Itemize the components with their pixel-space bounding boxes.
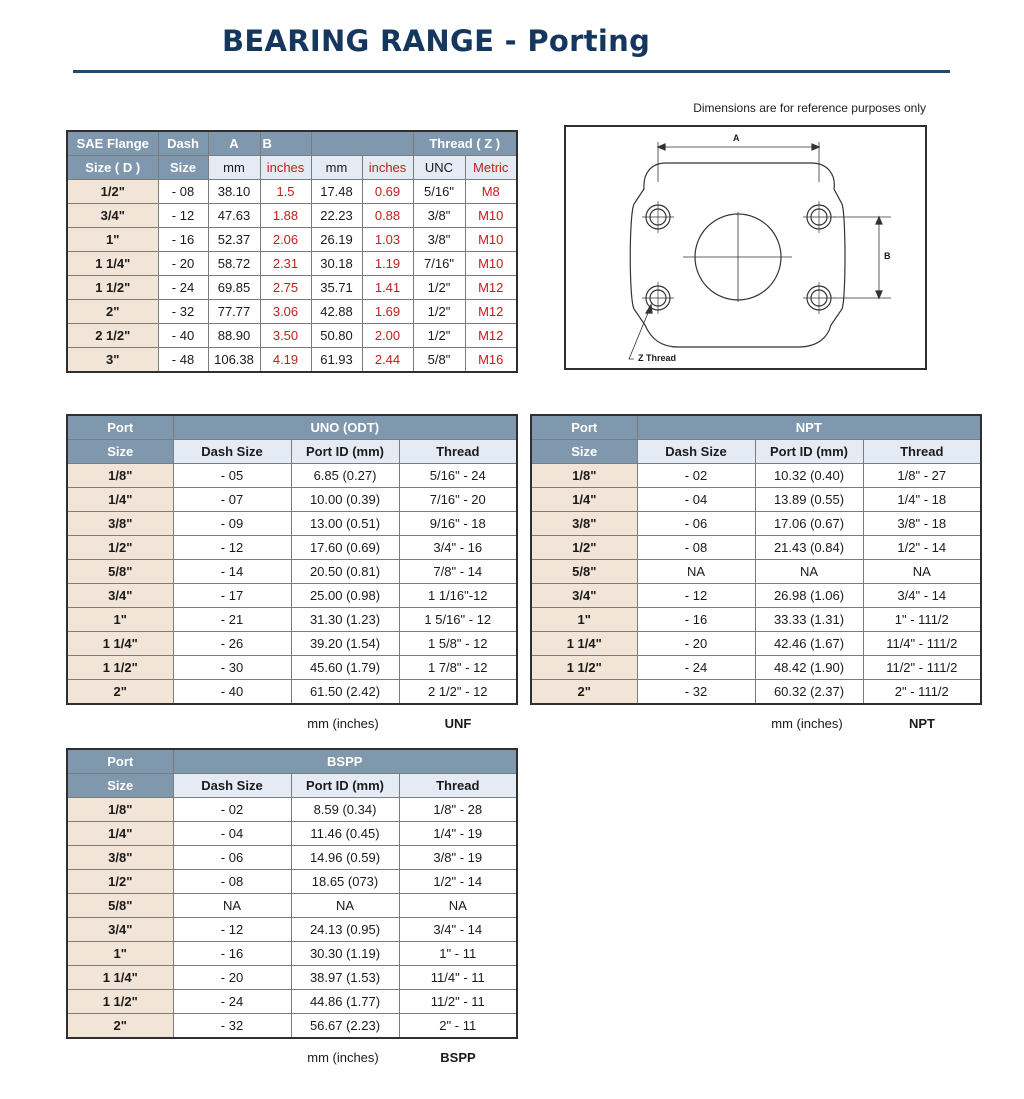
table-cell: 5/8" [413, 348, 465, 373]
table-cell: - 24 [173, 990, 291, 1014]
port-size-cell: 1 1/2" [67, 990, 173, 1014]
table-cell: 18.65 (073) [291, 870, 399, 894]
table-cell: - 16 [637, 608, 755, 632]
table-cell: 11/2" - 11 [399, 990, 517, 1014]
bspp-foot-std: BSPP [440, 1050, 476, 1065]
table-cell: 0.88 [362, 204, 413, 228]
table-cell: 8.59 (0.34) [291, 798, 399, 822]
port-size-cell: 1/2" [67, 870, 173, 894]
table-cell: 2.00 [362, 324, 413, 348]
table-cell: 1.19 [362, 252, 413, 276]
table-cell: - 24 [158, 276, 208, 300]
port-size-cell: 1/8" [531, 464, 637, 488]
table-row [67, 1014, 517, 1039]
table-row [67, 180, 517, 204]
table-cell: 13.00 (0.51) [291, 512, 399, 536]
table-cell: M12 [465, 324, 517, 348]
header-port: Port [67, 749, 173, 774]
flange-size-cell: 3/4" [67, 204, 158, 228]
table-cell: 1/4" - 18 [863, 488, 981, 512]
table-row [531, 584, 981, 608]
table-cell: 11/4" - 11 [399, 966, 517, 990]
header-size-d: Size ( D ) [67, 156, 158, 180]
port-size-cell: 1" [531, 608, 637, 632]
table-cell: 13.89 (0.55) [755, 488, 863, 512]
flange-size-cell: 1 1/4" [67, 252, 158, 276]
table-cell: 44.86 (1.77) [291, 990, 399, 1014]
table-cell: 52.37 [208, 228, 260, 252]
table-cell: 1 7/8" - 12 [399, 656, 517, 680]
table-cell: M12 [465, 276, 517, 300]
table-row [67, 228, 517, 252]
table-row [531, 536, 981, 560]
table-cell: 7/16" [413, 252, 465, 276]
table-row [67, 942, 517, 966]
table-cell: 17.48 [311, 180, 362, 204]
header-thread: Thread [863, 440, 981, 464]
table-cell: 48.42 (1.90) [755, 656, 863, 680]
table-row [531, 656, 981, 680]
header-a-mm: mm [208, 156, 260, 180]
table-cell: 1/8" - 28 [399, 798, 517, 822]
table-cell: 6.85 (0.27) [291, 464, 399, 488]
table-cell: 1.41 [362, 276, 413, 300]
table-cell: - 21 [173, 608, 291, 632]
table-row [67, 822, 517, 846]
table-cell: - 26 [173, 632, 291, 656]
table-cell: 10.00 (0.39) [291, 488, 399, 512]
table-cell: 10.32 (0.40) [755, 464, 863, 488]
header-dash-size: Dash Size [173, 440, 291, 464]
table-cell: 1/2" - 14 [399, 870, 517, 894]
table-cell: - 08 [637, 536, 755, 560]
table-cell: 17.06 (0.67) [755, 512, 863, 536]
table-cell: 30.30 (1.19) [291, 942, 399, 966]
table-cell: 2" - 11 [399, 1014, 517, 1039]
npt-foot-units: mm (inches) [771, 716, 843, 731]
table-row [531, 464, 981, 488]
table-cell: - 12 [173, 536, 291, 560]
bspp-table [66, 748, 518, 1039]
table-cell: 26.98 (1.06) [755, 584, 863, 608]
table-cell: 1.88 [260, 204, 311, 228]
table-cell: 38.10 [208, 180, 260, 204]
table-row [67, 324, 517, 348]
port-size-cell: 1" [67, 942, 173, 966]
uno-table [66, 414, 518, 705]
flange-size-cell: 1" [67, 228, 158, 252]
table-cell: - 20 [173, 966, 291, 990]
table-cell: 47.63 [208, 204, 260, 228]
table-cell: 7/16" - 20 [399, 488, 517, 512]
table-row [67, 348, 517, 373]
table-cell: M12 [465, 300, 517, 324]
port-size-cell: 3/8" [531, 512, 637, 536]
table-cell: - 12 [173, 918, 291, 942]
table-cell: 1.03 [362, 228, 413, 252]
header-size: Size [67, 440, 173, 464]
table-cell: 3.06 [260, 300, 311, 324]
table-cell: 38.97 (1.53) [291, 966, 399, 990]
npt-foot-std: NPT [909, 716, 935, 731]
table-cell: 31.30 (1.23) [291, 608, 399, 632]
flange-size-cell: 1 1/2" [67, 276, 158, 300]
table-cell: 1/2" - 14 [863, 536, 981, 560]
label-z-thread: Z Thread [638, 353, 677, 363]
table-cell: 39.20 (1.54) [291, 632, 399, 656]
table-cell: NA [755, 560, 863, 584]
uno-foot-std: UNF [444, 716, 472, 731]
table-row [67, 584, 517, 608]
port-size-cell: 1/4" [67, 822, 173, 846]
table-cell: - 09 [173, 512, 291, 536]
header-unc: UNC [413, 156, 465, 180]
table-cell: 1/2" [413, 324, 465, 348]
table-cell: - 12 [637, 584, 755, 608]
port-size-cell: 1/2" [531, 536, 637, 560]
table-cell: 42.46 (1.67) [755, 632, 863, 656]
table-cell: - 04 [173, 822, 291, 846]
table-cell: - 02 [173, 798, 291, 822]
header-dash-size: Dash Size [637, 440, 755, 464]
port-size-cell: 3/4" [67, 584, 173, 608]
table-row [67, 846, 517, 870]
header-metric: Metric [465, 156, 517, 180]
table-cell: 61.50 (2.42) [291, 680, 399, 705]
table-cell: 26.19 [311, 228, 362, 252]
table-cell: - 06 [173, 846, 291, 870]
port-size-cell: 3/4" [531, 584, 637, 608]
port-size-cell: 2" [531, 680, 637, 705]
table-cell: 20.50 (0.81) [291, 560, 399, 584]
table-cell: M8 [465, 180, 517, 204]
table-cell: 2.75 [260, 276, 311, 300]
table-row [67, 870, 517, 894]
header-uno: UNO (ODT) [173, 415, 517, 440]
table-cell: 7/8" - 14 [399, 560, 517, 584]
table-cell: 1/8" - 27 [863, 464, 981, 488]
table-cell: 3.50 [260, 324, 311, 348]
flange-drawing [566, 127, 929, 372]
table-cell: 106.38 [208, 348, 260, 373]
table-cell: NA [863, 560, 981, 584]
table-row [67, 680, 517, 705]
npt-table [530, 414, 982, 705]
table-row [67, 252, 517, 276]
table-cell: 3/4" - 14 [863, 584, 981, 608]
table-cell: - 14 [173, 560, 291, 584]
table-cell: 3/4" - 14 [399, 918, 517, 942]
table-cell: - 32 [158, 300, 208, 324]
table-cell: - 17 [173, 584, 291, 608]
table-cell: 56.67 (2.23) [291, 1014, 399, 1039]
table-cell: 1.5 [260, 180, 311, 204]
table-cell: 4.19 [260, 348, 311, 373]
table-cell: - 12 [158, 204, 208, 228]
table-cell: NA [173, 894, 291, 918]
table-cell: M10 [465, 228, 517, 252]
port-size-cell: 5/8" [67, 560, 173, 584]
table-row [67, 464, 517, 488]
table-cell: - 20 [637, 632, 755, 656]
table-cell: 1 1/16"-12 [399, 584, 517, 608]
table-cell: 14.96 (0.59) [291, 846, 399, 870]
table-cell: 50.80 [311, 324, 362, 348]
table-cell: 3/8" - 19 [399, 846, 517, 870]
header-port-id: Port ID (mm) [291, 774, 399, 798]
port-size-cell: 1/4" [67, 488, 173, 512]
uno-foot-units: mm (inches) [307, 716, 379, 731]
header-npt: NPT [637, 415, 981, 440]
label-b: B [884, 251, 891, 261]
table-cell: - 07 [173, 488, 291, 512]
header-dash-size: Dash Size [173, 774, 291, 798]
table-cell: 1 5/8" - 12 [399, 632, 517, 656]
table-row [67, 798, 517, 822]
port-size-cell: 1 1/4" [531, 632, 637, 656]
table-row [67, 300, 517, 324]
table-cell: - 32 [637, 680, 755, 705]
table-cell: NA [399, 894, 517, 918]
table-row [67, 656, 517, 680]
table-cell: 3/4" - 16 [399, 536, 517, 560]
port-size-cell: 1 1/4" [67, 966, 173, 990]
port-size-cell: 1" [67, 608, 173, 632]
table-cell: 35.71 [311, 276, 362, 300]
table-row [531, 632, 981, 656]
header-dash: Dash [158, 131, 208, 156]
table-cell: M16 [465, 348, 517, 373]
port-size-cell: 1/2" [67, 536, 173, 560]
table-cell: - 06 [637, 512, 755, 536]
table-cell: NA [637, 560, 755, 584]
table-row [67, 632, 517, 656]
table-row [67, 536, 517, 560]
reference-note: Dimensions are for reference purposes only [693, 101, 926, 115]
uno-foot-standard [399, 716, 517, 731]
table-cell: 88.90 [208, 324, 260, 348]
table-row [67, 894, 517, 918]
table-cell: - 30 [173, 656, 291, 680]
header-a-inches: inches [260, 156, 311, 180]
flange-size-cell: 2 1/2" [67, 324, 158, 348]
table-row [67, 918, 517, 942]
table-cell: - 08 [173, 870, 291, 894]
table-cell: - 40 [158, 324, 208, 348]
table-row [67, 966, 517, 990]
table-cell: 11/4" - 111/2 [863, 632, 981, 656]
table-cell: 1/4" - 19 [399, 822, 517, 846]
table-cell: 1/2" [413, 276, 465, 300]
flange-diagram [564, 125, 927, 370]
table-cell: 42.88 [311, 300, 362, 324]
table-cell: 3/8" [413, 204, 465, 228]
table-cell: 2.44 [362, 348, 413, 373]
header-sae-flange: SAE Flange [67, 131, 158, 156]
table-cell: 77.77 [208, 300, 260, 324]
table-row [67, 990, 517, 1014]
table-cell: 0.69 [362, 180, 413, 204]
header-bspp: BSPP [173, 749, 517, 774]
table-cell: - 02 [637, 464, 755, 488]
port-size-cell: 2" [67, 680, 173, 705]
npt-foot-standard [863, 716, 981, 731]
sae-flange-table [66, 130, 518, 373]
table-cell: 2" - 111/2 [863, 680, 981, 705]
table-cell: 33.33 (1.31) [755, 608, 863, 632]
table-row [67, 512, 517, 536]
table-row [67, 488, 517, 512]
table-cell: 1/2" [413, 300, 465, 324]
table-cell: 3/8" - 18 [863, 512, 981, 536]
port-size-cell: 1/4" [531, 488, 637, 512]
header-size: Size [531, 440, 637, 464]
table-cell: 1" - 111/2 [863, 608, 981, 632]
port-size-cell: 1 1/4" [67, 632, 173, 656]
port-size-cell: 1/8" [67, 798, 173, 822]
table-row [67, 608, 517, 632]
header-thread: Thread [399, 774, 517, 798]
table-cell: - 05 [173, 464, 291, 488]
table-cell: - 32 [173, 1014, 291, 1039]
header-blank [311, 131, 413, 156]
table-row [67, 276, 517, 300]
table-cell: 3/8" [413, 228, 465, 252]
table-cell: 60.32 (2.37) [755, 680, 863, 705]
port-size-cell: 5/8" [531, 560, 637, 584]
table-cell: - 08 [158, 180, 208, 204]
header-thread: Thread [399, 440, 517, 464]
table-row [531, 488, 981, 512]
table-cell: 2.06 [260, 228, 311, 252]
table-row [531, 680, 981, 705]
table-cell: M10 [465, 252, 517, 276]
port-size-cell: 2" [67, 1014, 173, 1039]
header-thread-z: Thread ( Z ) [413, 131, 517, 156]
port-size-cell: 5/8" [67, 894, 173, 918]
table-cell: 9/16" - 18 [399, 512, 517, 536]
table-cell: 21.43 (0.84) [755, 536, 863, 560]
table-cell: - 16 [173, 942, 291, 966]
table-cell: M10 [465, 204, 517, 228]
table-cell: - 16 [158, 228, 208, 252]
port-size-cell: 1/8" [67, 464, 173, 488]
table-cell: 25.00 (0.98) [291, 584, 399, 608]
table-cell: NA [291, 894, 399, 918]
port-size-cell: 1 1/2" [67, 656, 173, 680]
flange-size-cell: 1/2" [67, 180, 158, 204]
header-port-id: Port ID (mm) [291, 440, 399, 464]
header-port: Port [531, 415, 637, 440]
header-a: A [208, 131, 260, 156]
table-cell: 30.18 [311, 252, 362, 276]
table-cell: - 04 [637, 488, 755, 512]
table-cell: - 48 [158, 348, 208, 373]
table-cell: - 40 [173, 680, 291, 705]
header-port: Port [67, 415, 173, 440]
bspp-foot-units: mm (inches) [307, 1050, 379, 1065]
header-b-mm: mm [311, 156, 362, 180]
table-cell: 1.69 [362, 300, 413, 324]
table-cell: - 20 [158, 252, 208, 276]
header-b-inches: inches [362, 156, 413, 180]
table-row [67, 560, 517, 584]
table-row [531, 512, 981, 536]
table-cell: 17.60 (0.69) [291, 536, 399, 560]
bspp-foot-standard [399, 1050, 517, 1065]
port-size-cell: 3/4" [67, 918, 173, 942]
title-rule [73, 70, 950, 73]
page-title: BEARING RANGE - Porting [222, 24, 651, 58]
table-cell: 11/2" - 111/2 [863, 656, 981, 680]
flange-size-cell: 2" [67, 300, 158, 324]
label-a: A [733, 133, 740, 143]
flange-size-cell: 3" [67, 348, 158, 373]
table-cell: 2 1/2" - 12 [399, 680, 517, 705]
header-port-id: Port ID (mm) [755, 440, 863, 464]
table-cell: - 24 [637, 656, 755, 680]
table-cell: 5/16" [413, 180, 465, 204]
header-size: Size [67, 774, 173, 798]
table-cell: 69.85 [208, 276, 260, 300]
header-size: Size [158, 156, 208, 180]
port-size-cell: 1 1/2" [531, 656, 637, 680]
table-cell: 11.46 (0.45) [291, 822, 399, 846]
table-cell: 45.60 (1.79) [291, 656, 399, 680]
header-b: B [260, 131, 311, 156]
table-cell: 1 5/16" - 12 [399, 608, 517, 632]
port-size-cell: 3/8" [67, 512, 173, 536]
table-row [67, 204, 517, 228]
table-row [531, 608, 981, 632]
table-row [531, 560, 981, 584]
table-cell: 24.13 (0.95) [291, 918, 399, 942]
table-cell: 5/16" - 24 [399, 464, 517, 488]
table-cell: 22.23 [311, 204, 362, 228]
table-cell: 1" - 11 [399, 942, 517, 966]
table-cell: 61.93 [311, 348, 362, 373]
table-cell: 2.31 [260, 252, 311, 276]
table-cell: 58.72 [208, 252, 260, 276]
port-size-cell: 3/8" [67, 846, 173, 870]
